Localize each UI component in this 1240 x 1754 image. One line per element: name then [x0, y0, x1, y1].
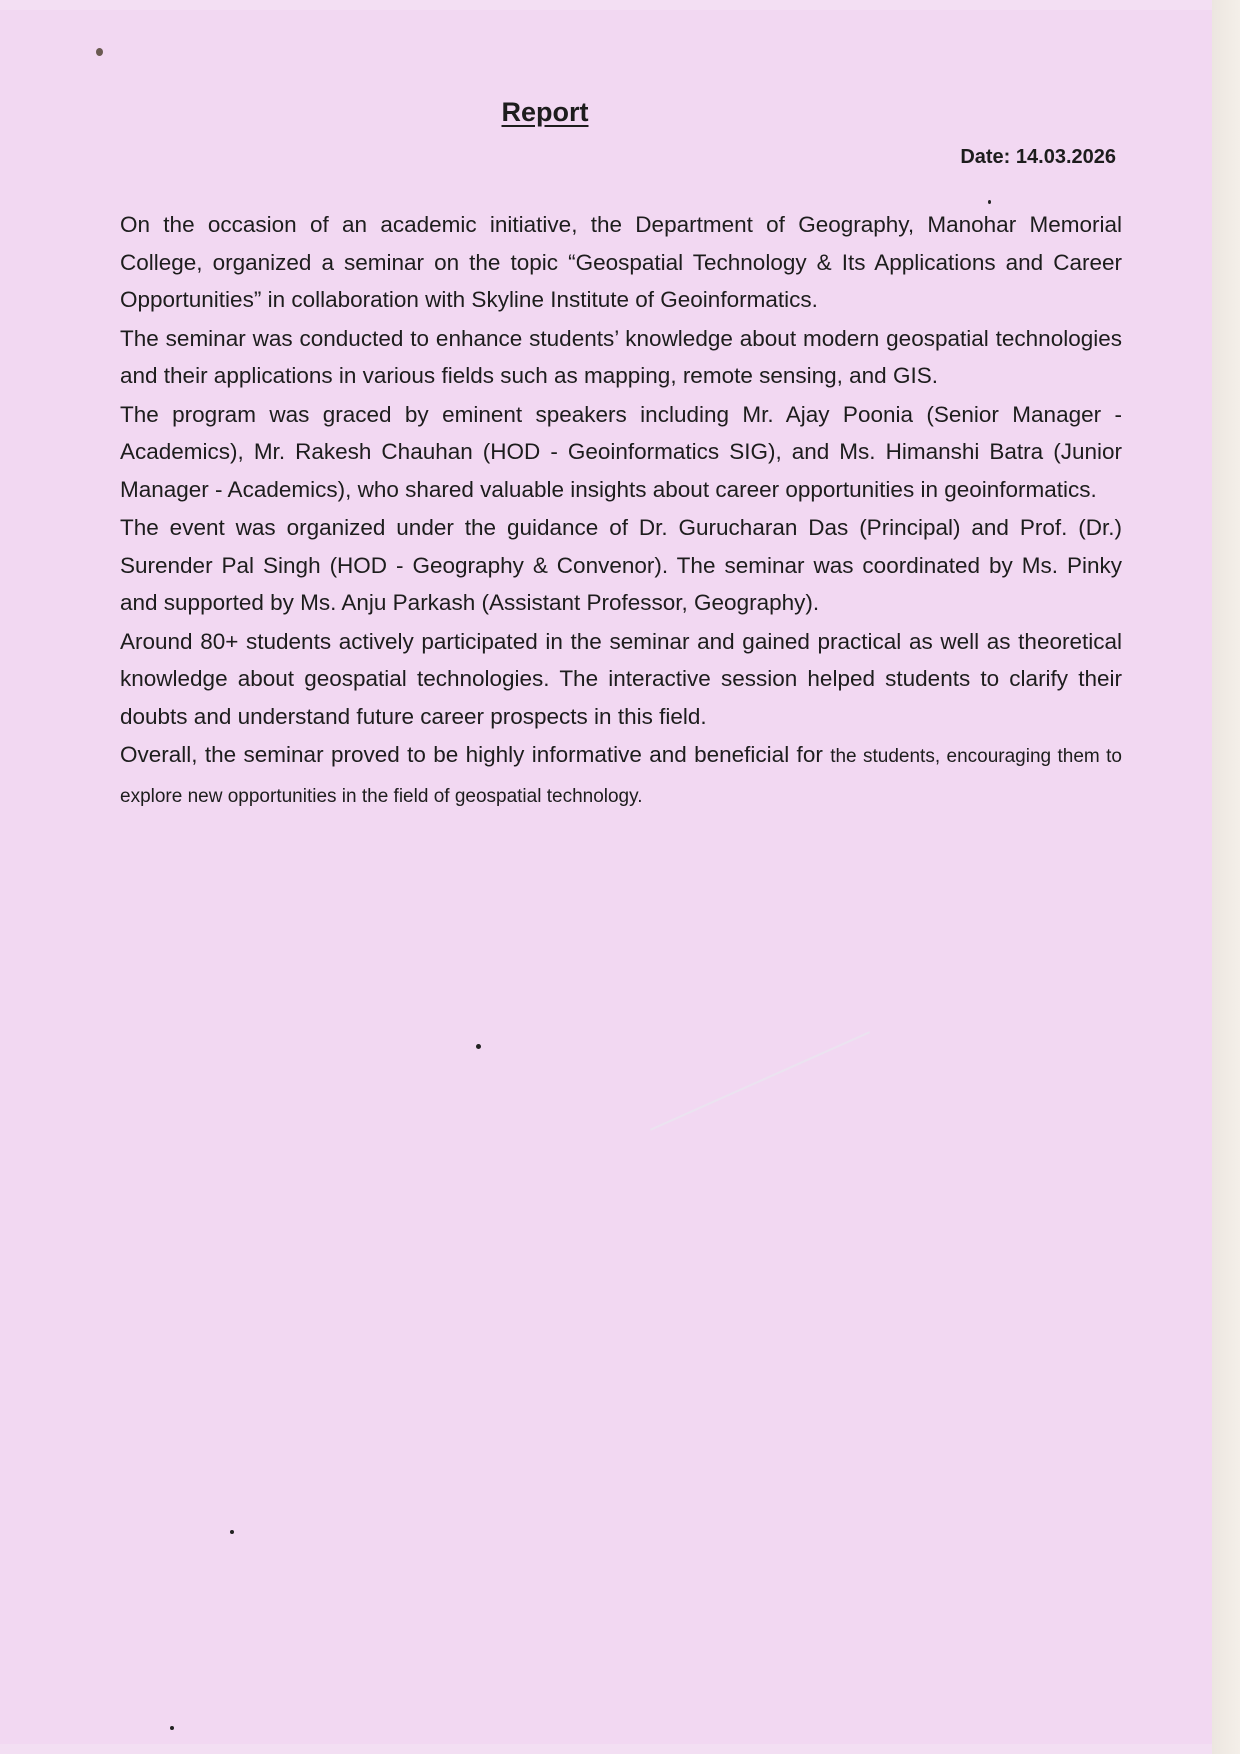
report-date: Date: 14.03.2026: [960, 146, 1116, 168]
closing-text-small: the students, encouraging them to explore new opportunities in the field of geospatial technology.: [120, 746, 1122, 807]
scan-speck: [988, 200, 991, 204]
report-body: [120, 206, 1122, 816]
scan-speck: [170, 1726, 174, 1730]
paragraph-closing: [120, 736, 1122, 815]
paragraph-participation: Around 80+ students actively participated in the seminar and gained practical as well as theoretical knowledge about geospatial technologies. The interactive session helped students to clarify their doubts and understand future career prospects in this field.: [120, 628, 1122, 729]
paragraph-intro: On the occasion of an academic initiative, the Department of Geography, Manohar Memorial College, organized a seminar on the topic “Geospatial Technology & Its Applications and Career Opportunities” in collaboration with Skyline Institute of Geoinformatics.: [120, 212, 1122, 312]
paragraph-speakers: The program was graced by eminent speakers including Mr. Ajay Poonia (Senior Manager - Academics), Mr. Rakesh Chauhan (HOD - Geoinformatics SIG), and Ms. Himanshi Batra (Junior Manager - Academics), who shared valuable insights about career opportunities in geoinformatics.: [120, 401, 1122, 502]
report-title: Report: [501, 97, 589, 127]
paragraph-organizers: The event was organized under the guidance of Dr. Gurucharan Das (Principal) and Prof. (Dr.) Surender Pal Singh (HOD - Geography & Convenor). The seminar was coordinated by Ms. Pinky and supported by Ms. Anju Parkash (Assistant Professor, Geography).: [120, 515, 1122, 615]
scan-edge: [1212, 0, 1240, 1754]
scan-speck: [476, 1044, 481, 1049]
scan-speck: [96, 48, 103, 56]
paragraph-purpose: The seminar was conducted to enhance students’ knowledge about modern geospatial technologies and their applications in various fields such as mapping, remote sensing, and GIS.: [120, 325, 1122, 388]
scan-speck: [230, 1530, 234, 1534]
closing-text-main: Overall, the seminar proved to be highly informative and beneficial for: [120, 742, 831, 767]
